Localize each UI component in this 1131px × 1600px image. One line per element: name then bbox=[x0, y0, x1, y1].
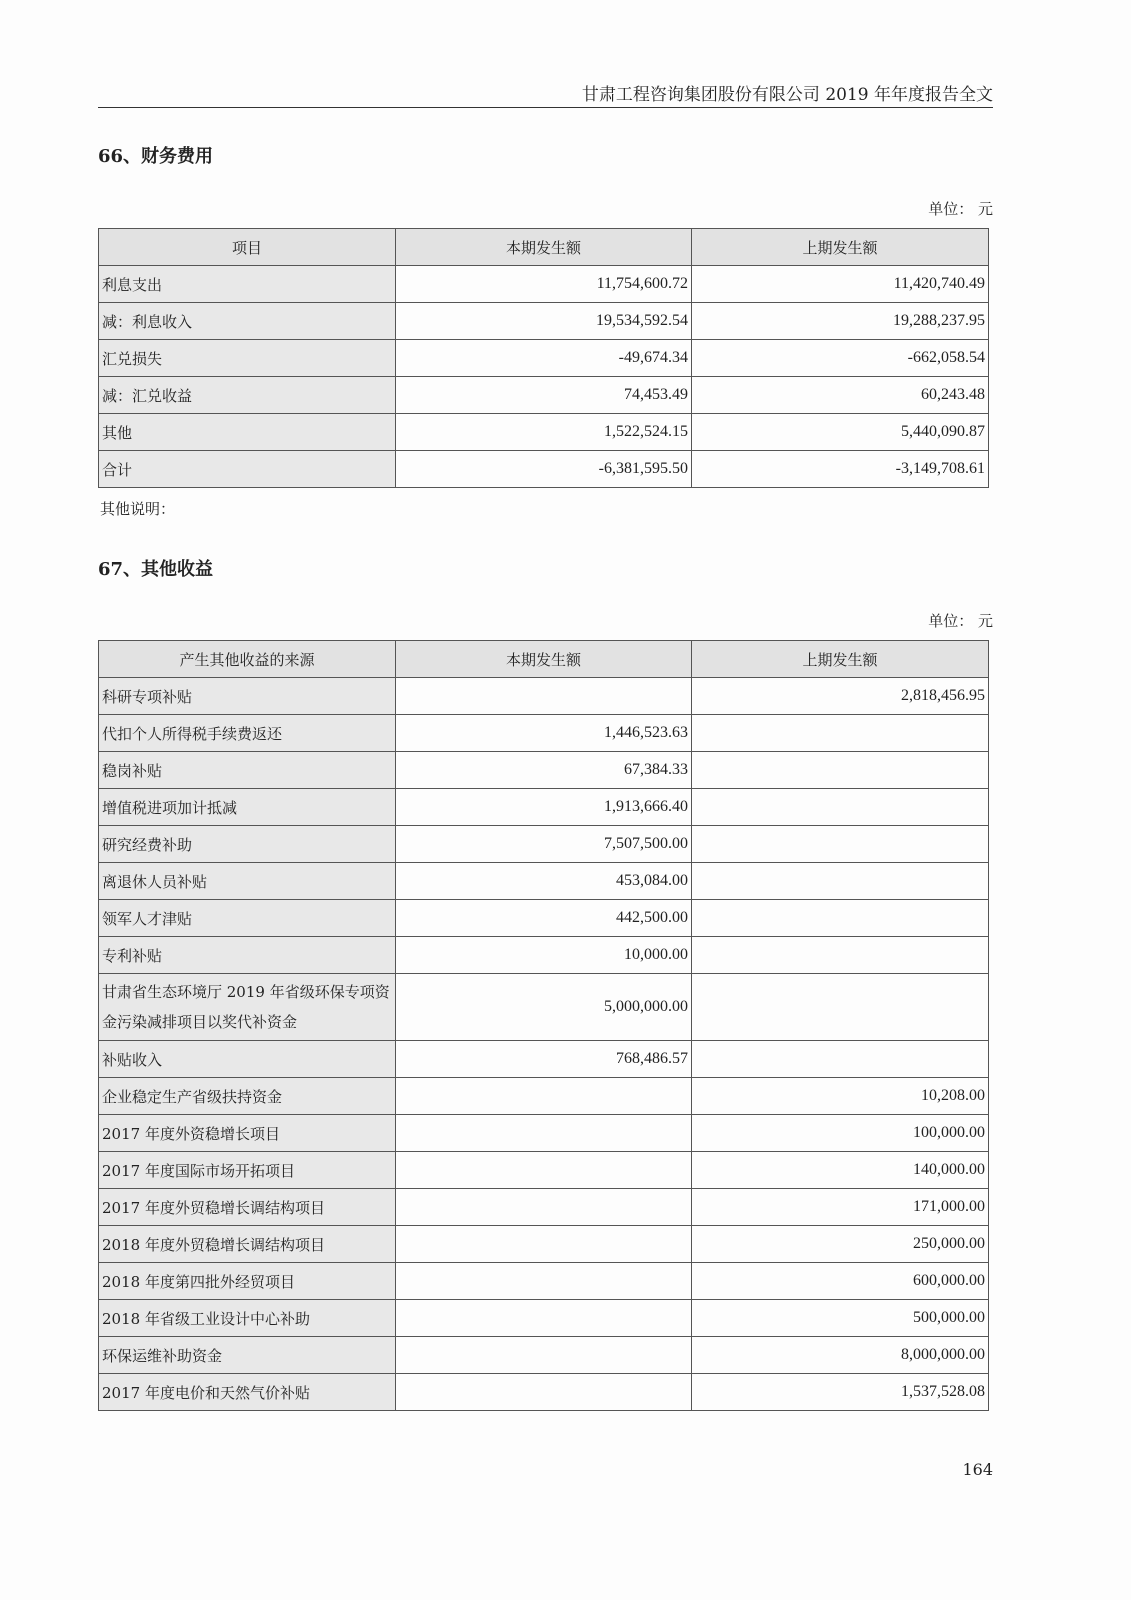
other-notes-label: 其他说明： bbox=[100, 500, 176, 518]
previous-amount-cell: 11,420,740.49 bbox=[692, 266, 989, 303]
previous-amount-cell bbox=[692, 863, 989, 900]
previous-amount-cell: 5,440,090.87 bbox=[692, 414, 989, 451]
previous-amount-cell: 140,000.00 bbox=[692, 1152, 989, 1189]
current-amount-cell bbox=[396, 1226, 692, 1263]
table-row bbox=[99, 266, 989, 303]
row-item-cell: 稳岗补贴 bbox=[99, 752, 396, 789]
row-item-cell: 领军人才津贴 bbox=[99, 900, 396, 937]
previous-amount-cell: -3,149,708.61 bbox=[692, 451, 989, 488]
previous-amount-cell: 500,000.00 bbox=[692, 1300, 989, 1337]
current-amount-cell bbox=[396, 1078, 692, 1115]
table-row bbox=[99, 974, 989, 1041]
current-amount-cell bbox=[396, 1152, 692, 1189]
current-amount-cell bbox=[396, 1300, 692, 1337]
column-header: 上期发生额 bbox=[692, 229, 989, 266]
table-row bbox=[99, 377, 989, 414]
previous-amount-cell: 600,000.00 bbox=[692, 1263, 989, 1300]
row-item-cell: 环保运维补助资金 bbox=[99, 1337, 396, 1374]
previous-amount-cell bbox=[692, 974, 989, 1041]
current-amount-cell: -49,674.34 bbox=[396, 340, 692, 377]
table-row bbox=[99, 752, 989, 789]
table-row bbox=[99, 414, 989, 451]
other-income-table bbox=[98, 640, 989, 1411]
row-item-cell: 利息支出 bbox=[99, 266, 396, 303]
previous-amount-cell: 250,000.00 bbox=[692, 1226, 989, 1263]
section-66-title: 66、财务费用 bbox=[98, 146, 214, 167]
row-item-cell: 专利补贴 bbox=[99, 937, 396, 974]
column-header: 上期发生额 bbox=[692, 641, 989, 678]
current-amount-cell: 11,754,600.72 bbox=[396, 266, 692, 303]
table-row bbox=[99, 1041, 989, 1078]
previous-amount-cell: 19,288,237.95 bbox=[692, 303, 989, 340]
current-amount-cell bbox=[396, 1337, 692, 1374]
table-row bbox=[99, 1226, 989, 1263]
table-row bbox=[99, 451, 989, 488]
current-amount-cell bbox=[396, 1263, 692, 1300]
table-row bbox=[99, 1300, 989, 1337]
current-amount-cell: 453,084.00 bbox=[396, 863, 692, 900]
current-amount-cell: 67,384.33 bbox=[396, 752, 692, 789]
current-amount-cell: -6,381,595.50 bbox=[396, 451, 692, 488]
previous-amount-cell: 171,000.00 bbox=[692, 1189, 989, 1226]
column-header: 本期发生额 bbox=[396, 229, 692, 266]
current-amount-cell: 19,534,592.54 bbox=[396, 303, 692, 340]
table-row bbox=[99, 789, 989, 826]
previous-amount-cell bbox=[692, 1041, 989, 1078]
section-66-unit: 单位： 元 bbox=[928, 200, 993, 218]
current-amount-cell: 768,486.57 bbox=[396, 1041, 692, 1078]
previous-amount-cell: 10,208.00 bbox=[692, 1078, 989, 1115]
row-item-cell: 企业稳定生产省级扶持资金 bbox=[99, 1078, 396, 1115]
current-amount-cell: 442,500.00 bbox=[396, 900, 692, 937]
current-amount-cell bbox=[396, 1189, 692, 1226]
row-item-cell: 科研专项补贴 bbox=[99, 678, 396, 715]
current-amount-cell: 7,507,500.00 bbox=[396, 826, 692, 863]
row-item-cell: 2018 年省级工业设计中心补助 bbox=[99, 1300, 396, 1337]
row-item-cell: 减：汇兑收益 bbox=[99, 377, 396, 414]
row-item-cell: 增值税进项加计抵减 bbox=[99, 789, 396, 826]
row-item-cell: 合计 bbox=[99, 451, 396, 488]
table-row bbox=[99, 715, 989, 752]
table-row bbox=[99, 1189, 989, 1226]
row-item-cell: 研究经费补助 bbox=[99, 826, 396, 863]
previous-amount-cell bbox=[692, 900, 989, 937]
previous-amount-cell bbox=[692, 715, 989, 752]
current-amount-cell: 5,000,000.00 bbox=[396, 974, 692, 1041]
current-amount-cell: 74,453.49 bbox=[396, 377, 692, 414]
header-divider bbox=[98, 107, 993, 108]
table-row bbox=[99, 900, 989, 937]
section-67-unit: 单位： 元 bbox=[928, 612, 993, 630]
current-amount-cell: 10,000.00 bbox=[396, 937, 692, 974]
row-item-cell: 代扣个人所得税手续费返还 bbox=[99, 715, 396, 752]
column-header: 产生其他收益的来源 bbox=[99, 641, 396, 678]
table-row bbox=[99, 1374, 989, 1411]
previous-amount-cell: -662,058.54 bbox=[692, 340, 989, 377]
row-item-cell: 减：利息收入 bbox=[99, 303, 396, 340]
row-item-cell: 其他 bbox=[99, 414, 396, 451]
current-amount-cell: 1,522,524.15 bbox=[396, 414, 692, 451]
running-header: 甘肃工程咨询集团股份有限公司 2019 年年度报告全文 bbox=[581, 85, 993, 105]
row-item-cell: 汇兑损失 bbox=[99, 340, 396, 377]
row-item-cell: 2017 年度外资稳增长项目 bbox=[99, 1115, 396, 1152]
column-header: 本期发生额 bbox=[396, 641, 692, 678]
table-row bbox=[99, 1115, 989, 1152]
table-row bbox=[99, 303, 989, 340]
page-number: 164 bbox=[962, 1460, 993, 1479]
previous-amount-cell bbox=[692, 752, 989, 789]
section-67-title: 67、其他收益 bbox=[98, 559, 214, 580]
previous-amount-cell bbox=[692, 937, 989, 974]
table-row bbox=[99, 1078, 989, 1115]
previous-amount-cell: 100,000.00 bbox=[692, 1115, 989, 1152]
financial-expenses-table bbox=[98, 228, 989, 488]
previous-amount-cell: 1,537,528.08 bbox=[692, 1374, 989, 1411]
row-item-cell: 2017 年度外贸稳增长调结构项目 bbox=[99, 1189, 396, 1226]
table-row bbox=[99, 863, 989, 900]
row-item-cell: 离退休人员补贴 bbox=[99, 863, 396, 900]
current-amount-cell: 1,446,523.63 bbox=[396, 715, 692, 752]
table-row bbox=[99, 826, 989, 863]
table-row bbox=[99, 1263, 989, 1300]
table-row bbox=[99, 340, 989, 377]
previous-amount-cell bbox=[692, 789, 989, 826]
row-item-cell: 2018 年度第四批外经贸项目 bbox=[99, 1263, 396, 1300]
column-header: 项目 bbox=[99, 229, 396, 266]
current-amount-cell bbox=[396, 1374, 692, 1411]
row-item-cell: 2017 年度国际市场开拓项目 bbox=[99, 1152, 396, 1189]
table-row bbox=[99, 678, 989, 715]
row-item-cell: 补贴收入 bbox=[99, 1041, 396, 1078]
row-item-cell: 甘肃省生态环境厅 2019 年省级环保专项资金污染减排项目以奖代补资金 bbox=[99, 974, 396, 1041]
previous-amount-cell bbox=[692, 826, 989, 863]
previous-amount-cell: 2,818,456.95 bbox=[692, 678, 989, 715]
previous-amount-cell: 60,243.48 bbox=[692, 377, 989, 414]
table-row bbox=[99, 937, 989, 974]
row-item-cell: 2018 年度外贸稳增长调结构项目 bbox=[99, 1226, 396, 1263]
current-amount-cell bbox=[396, 1115, 692, 1152]
table-row bbox=[99, 1337, 989, 1374]
current-amount-cell bbox=[396, 678, 692, 715]
previous-amount-cell: 8,000,000.00 bbox=[692, 1337, 989, 1374]
row-item-cell: 2017 年度电价和天然气价补贴 bbox=[99, 1374, 396, 1411]
table-row bbox=[99, 1152, 989, 1189]
current-amount-cell: 1,913,666.40 bbox=[396, 789, 692, 826]
